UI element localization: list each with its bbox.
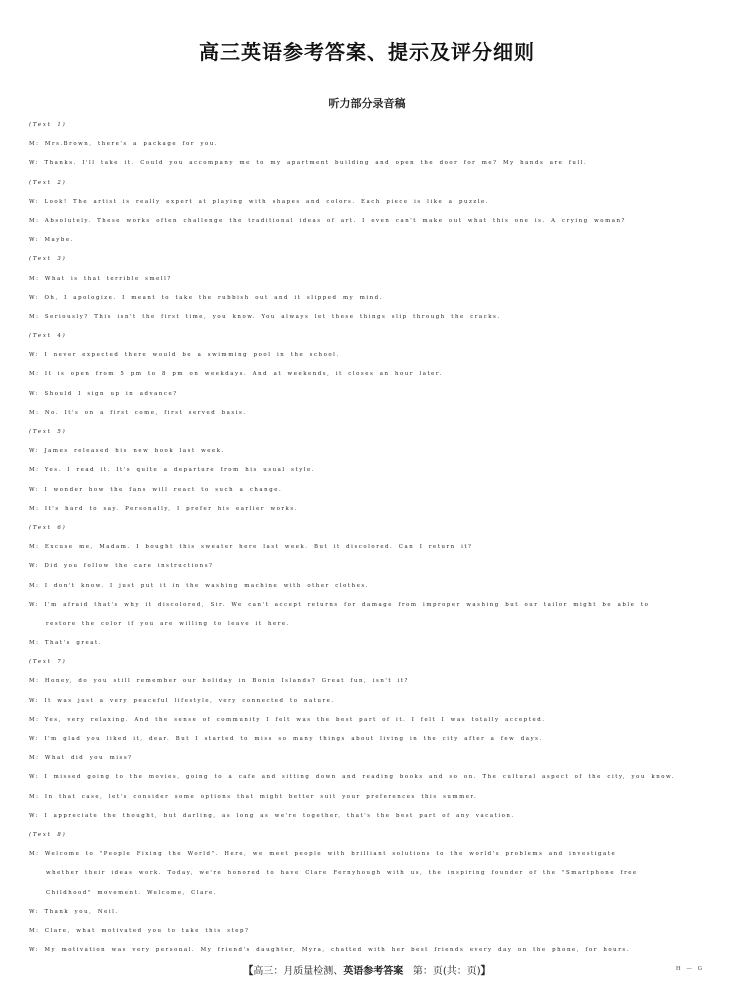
- page-title: 高三英语参考答案、提示及评分细则: [199, 40, 535, 64]
- transcript-line: M: Honey, do you still remember our holiday in Bonin Islands? Great fun, isn't it?: [29, 678, 409, 685]
- transcript-line: W: Should I sign up in advance?: [29, 390, 178, 397]
- transcript-line: M: What is that terrible smell?: [29, 275, 172, 282]
- footer-separator: ：: [422, 966, 433, 977]
- transcript-line: M: I don't know. I just put it in the washing machine with other clothes.: [29, 582, 369, 589]
- footer-page-of: 页(共: [432, 966, 457, 977]
- transcript-line: W: Did you follow the care instructions?: [29, 563, 214, 570]
- transcript-line: W: I wonder how the fans will react to such a change.: [29, 486, 283, 493]
- section-label: (Text 7): [29, 659, 67, 666]
- transcript-line: M: It's hard to say. Personally, I prefer his earlier works.: [29, 505, 298, 512]
- transcript-line: Childhood" movement. Welcome, Clare.: [46, 889, 218, 896]
- transcript-line: W: Thanks. I'll take it. Could you accompany me to my apartment building and open the door for me? My hands are full.: [29, 160, 588, 167]
- transcript-line: M: Welcome to "People Fixing the World". Here, we meet people with brilliant solutions to the world's problems and investigate: [29, 851, 617, 858]
- transcript-line: W: Oh, I apologize. I meant to take the rubbish out and it slipped my mind.: [29, 294, 383, 301]
- section-label: (Text 1): [29, 122, 67, 128]
- transcript-line: M: Excuse me, Madam. I bought this sweater here last week. But it discolored. Can I return it?: [29, 544, 473, 551]
- transcript-line: restore the color if you are willing to leave it here.: [46, 620, 290, 627]
- transcript-line: M: Absolutely. These works often challenge the traditional ideas of art. I even can't make out what this one is. A crying woman?: [29, 217, 626, 224]
- footer-page-label: 第: [412, 966, 423, 977]
- transcript-line: M: Clare, what motivated you to take this step?: [29, 927, 250, 934]
- footer-exam-name: 月质量检测: [283, 966, 334, 977]
- transcript-line: M: Seriously? This isn't the first time, you know. You always let these things slip through the cracks.: [29, 313, 501, 320]
- transcript-line: W: Thank you, Neil.: [29, 908, 119, 915]
- transcript-line: W: Maybe.: [29, 237, 74, 244]
- transcript-line: M: In that case, let's consider some options that might better suit your preferences this summer.: [29, 793, 478, 800]
- footer-grade: 高三: [253, 966, 274, 977]
- transcript-line: M: Yes. I read it. It's quite a departure from his usual style.: [29, 467, 316, 474]
- transcript-line: M: That's great.: [29, 640, 102, 647]
- transcript-line: W: I never expected there would be a swimming pool in the school.: [29, 352, 340, 359]
- footer-doc-name: 英语参考答案: [343, 966, 404, 977]
- transcript-line: W: It was just a very peaceful lifestyle, very connected to nature.: [29, 697, 335, 704]
- footer-separator: 、: [333, 966, 344, 977]
- transcript-line: W: James released his new book last week.: [29, 448, 225, 455]
- transcript-line: W: I'm glad you liked it, dear. But I started to miss so many things about living in the city after a few days.: [29, 736, 543, 742]
- transcript-line: M: It is open from 5 pm to 8 pm on weekdays. And at weekends, it closes an hour later.: [29, 371, 443, 378]
- section-label: (Text 4): [29, 333, 67, 340]
- transcript-line: W: I appreciate the thought, but darling, as long as we're together, that's the best part of any vacation.: [29, 812, 515, 819]
- section-label: (Text 6): [29, 524, 67, 531]
- section-label: (Text 3): [29, 256, 67, 263]
- transcript-line: M: Mrs.Brown, there's a package for you.: [29, 141, 219, 148]
- transcript-line: M: What did you miss?: [29, 755, 133, 762]
- footer-separator: ：: [273, 966, 284, 977]
- section-label: (Text 5): [29, 429, 67, 435]
- footer-separator: ：: [456, 966, 467, 977]
- transcript-line: W: I'm afraid that's why it discolored, Sir. We can't accept returns for damage from improper washing but our tailor might be able to: [29, 601, 650, 608]
- footer-page-end: 页): [466, 966, 481, 977]
- section-label: (Text 8): [29, 831, 67, 838]
- transcript-line: W: My motivation was very personal. My friend's daughter, Myra, chatted with her best friends every day on the phone, for hours.: [29, 947, 630, 954]
- transcript-line: W: Look! The artist is really expert at playing with shapes and colors. Each piece is like a puzzle.: [29, 198, 490, 205]
- footer-bracket-open: 【: [243, 966, 254, 977]
- page-code: H — G: [675, 966, 704, 972]
- footer-bracket-close: 】: [480, 966, 491, 977]
- section-label: (Text 2): [29, 179, 67, 186]
- transcript-line: W: I missed going to the movies, going to a cafe and sitting down and reading books and so on. The cultural aspect of the city, you know.: [29, 774, 675, 781]
- section-heading: 听力部分录音稿: [328, 97, 406, 110]
- transcript-line: M: Yes, very relaxing. And the sense of community I felt was the best part of it. I felt I was totally accepted.: [29, 716, 546, 723]
- page-footer: [0, 962, 734, 977]
- transcript-line: whether their ideas work. Today, we're honored to have Clare Fernyhough with us, the inspiring founder of the "Smartphone free: [46, 870, 638, 877]
- transcript-line: M: No. It's on a first come, first served basis.: [29, 409, 247, 416]
- transcript-body: [29, 116, 709, 960]
